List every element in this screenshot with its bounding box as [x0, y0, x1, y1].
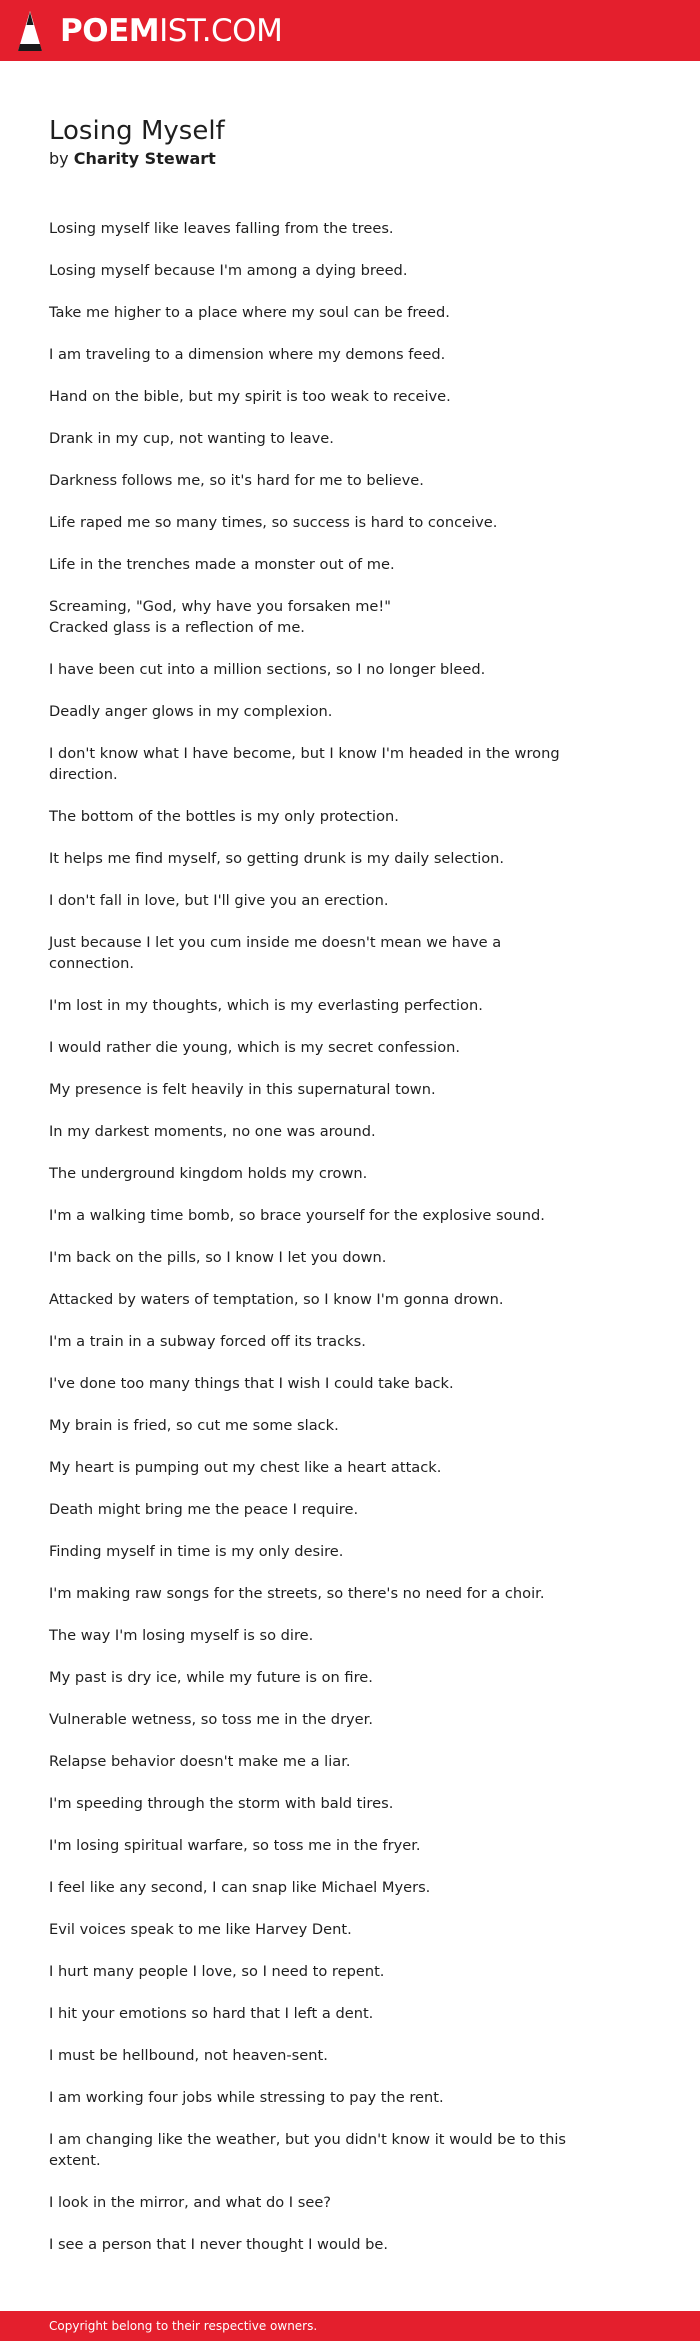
- poem-stanza: My brain is fried, so cut me some slack.: [49, 1417, 339, 1434]
- poem-stanza: Hand on the bible, but my spirit is too weak to receive.: [49, 388, 451, 405]
- poem-stanza: Vulnerable wetness, so toss me in the dryer.: [49, 1711, 373, 1728]
- poem-stanza: I would rather die young, which is my secret confession.: [49, 1039, 461, 1056]
- author-name: Charity Stewart: [73, 149, 216, 168]
- site-header: [0, 0, 700, 61]
- poem-stanza: I hit your emotions so hard that I left a dent.: [49, 2005, 374, 2022]
- poem-stanza: My past is dry ice, while my future is on fire.: [49, 1669, 373, 1686]
- poem-stanza: I'm a walking time bomb, so brace yourself for the explosive sound.: [49, 1207, 545, 1224]
- poem-stanza: I am working four jobs while stressing to pay the rent.: [49, 2089, 444, 2106]
- poem-stanza: Take me higher to a place where my soul can be freed.: [49, 304, 450, 321]
- poem-stanza: Darkness follows me, so it's hard for me to believe.: [49, 472, 424, 489]
- poem-stanza: Evil voices speak to me like Harvey Dent.: [49, 1921, 352, 1938]
- poem-body: [49, 218, 569, 2276]
- poem-stanza: I'm back on the pills, so I know I let you down.: [49, 1249, 387, 1266]
- poem-stanza: I look in the mirror, and what do I see?: [49, 2194, 332, 2211]
- poem-stanza: I feel like any second, I can snap like Michael Myers.: [49, 1879, 431, 1896]
- poem-stanza: Drank in my cup, not wanting to leave.: [49, 430, 334, 447]
- poem-stanza: I am changing like the weather, but you didn't know it would be to this extent.: [49, 2131, 567, 2169]
- poem-stanza: Relapse behavior doesn't make me a liar.: [49, 1753, 351, 1770]
- poem-stanza: I'm lost in my thoughts, which is my everlasting perfection.: [49, 997, 483, 1014]
- poem-stanza: Attacked by waters of temptation, so I know I'm gonna drown.: [49, 1291, 504, 1308]
- poem-stanza: I've done too many things that I wish I could take back.: [49, 1375, 454, 1392]
- logo-wordmark: [60, 10, 282, 52]
- byline: [49, 147, 216, 171]
- copyright-notice: Copyright belong to their respective owners.: [49, 2319, 318, 2333]
- poem-stanza: I'm a train in a subway forced off its tracks.: [49, 1333, 366, 1350]
- poem-stanza: Finding myself in time is my only desire.: [49, 1543, 344, 1560]
- byline-prefix: by: [49, 149, 69, 168]
- poem-stanza: I am traveling to a dimension where my demons feed.: [49, 346, 446, 363]
- poem-stanza: I don't know what I have become, but I know I'm headed in the wrong direction.: [49, 745, 560, 783]
- poem-stanza: Just because I let you cum inside me doesn't mean we have a connection.: [49, 934, 502, 972]
- logo-wordmark-light: IST.COM: [159, 13, 283, 49]
- poem-stanza: Life raped me so many times, so success is hard to conceive.: [49, 514, 498, 531]
- poem-stanza: I'm making raw songs for the streets, so there's no need for a choir.: [49, 1585, 545, 1602]
- poem-stanza: I must be hellbound, not heaven-sent.: [49, 2047, 328, 2064]
- poem-stanza: I'm speeding through the storm with bald tires.: [49, 1795, 394, 1812]
- pen-nib-icon: [17, 10, 43, 52]
- poem-stanza: My presence is felt heavily in this supernatural town.: [49, 1081, 436, 1098]
- poem-stanza: Screaming, "God, why have you forsaken me!" Cracked glass is a reflection of me.: [49, 598, 391, 636]
- poem-stanza: The way I'm losing myself is so dire.: [49, 1627, 314, 1644]
- poem-stanza: I see a person that I never thought I would be.: [49, 2236, 389, 2253]
- poem-stanza: Death might bring me the peace I require.: [49, 1501, 359, 1518]
- logo-wordmark-bold: POEM: [60, 13, 160, 49]
- site-footer: [0, 2311, 700, 2341]
- poem-stanza: The underground kingdom holds my crown.: [49, 1165, 368, 1182]
- poem-stanza: Losing myself like leaves falling from the trees.: [49, 220, 394, 237]
- poem-stanza: Losing myself because I'm among a dying breed.: [49, 262, 408, 279]
- poem-stanza: Life in the trenches made a monster out of me.: [49, 556, 395, 573]
- site-logo[interactable]: [17, 10, 282, 52]
- poem-stanza: I'm losing spiritual warfare, so toss me in the fryer.: [49, 1837, 421, 1854]
- poem-stanza: I have been cut into a million sections, so I no longer bleed.: [49, 661, 486, 678]
- poem-stanza: I hurt many people I love, so I need to repent.: [49, 1963, 385, 1980]
- poem-stanza: I don't fall in love, but I'll give you an erection.: [49, 892, 389, 909]
- poem-title: Losing Myself: [49, 116, 225, 146]
- poem-stanza: It helps me find myself, so getting drunk is my daily selection.: [49, 850, 505, 867]
- poem-stanza: In my darkest moments, no one was around.: [49, 1123, 376, 1140]
- poem-stanza: Deadly anger glows in my complexion.: [49, 703, 333, 720]
- poem-stanza: The bottom of the bottles is my only protection.: [49, 808, 399, 825]
- poem-stanza: My heart is pumping out my chest like a heart attack.: [49, 1459, 442, 1476]
